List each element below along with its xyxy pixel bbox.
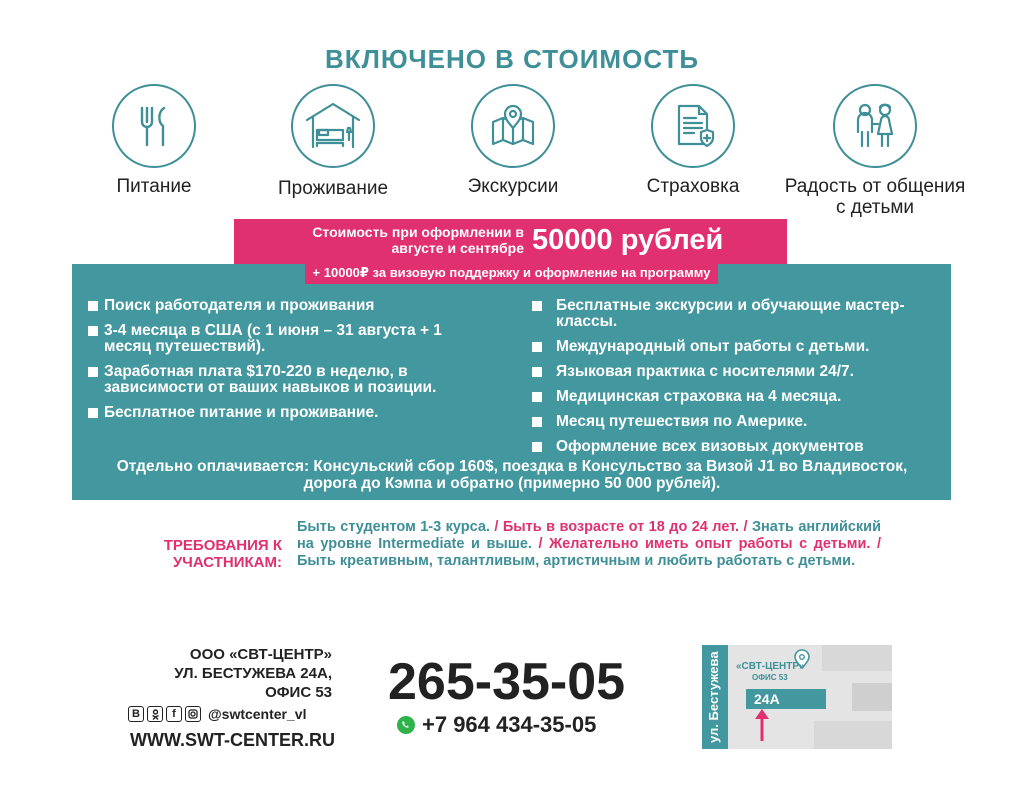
price-text: Стоимость при оформлении в августе и сентябре <box>312 224 524 256</box>
included-label: Питание <box>116 176 192 197</box>
requirements-text: Быть студентом 1-3 курса. / Быть в возрасте от 18 до 24 лет. / Знать английский на уровне Intermediate и выше. / Желательно иметь опыт работы с детьми. / Быть креативным, талантливым, артистичным и любить работать с детьми. <box>297 519 882 569</box>
social-links <box>128 706 306 722</box>
company-office: ОФИС 53 <box>265 684 332 701</box>
list-item: Бесплатные экскурсии и обучающие мастер-классы. <box>532 298 942 330</box>
included-item-excursions <box>428 84 598 197</box>
vk-icon[interactable]: B <box>128 706 144 722</box>
included-item-children <box>780 84 970 218</box>
list-item: Медицинская страховка на 4 месяца. <box>532 389 942 405</box>
location-map <box>702 645 892 749</box>
mobile-number: +7 964 434-35-05 <box>422 712 597 737</box>
included-item-food <box>69 84 239 197</box>
social-handle[interactable]: @swtcenter_vl <box>208 706 307 722</box>
list-item: Оформление всех визовых документов <box>532 439 942 455</box>
company-address <box>120 645 332 702</box>
odnoklassniki-icon[interactable] <box>147 706 163 722</box>
included-item-insurance <box>608 84 778 197</box>
cutlery-icon <box>112 84 196 168</box>
company-name: ООО «СВТ-ЦЕНТР» <box>189 646 332 663</box>
website-link[interactable]: WWW.SWT-CENTER.RU <box>130 730 335 750</box>
price-value: 50000 рублей <box>532 224 724 256</box>
map-street-label: ул. Бестужева <box>706 651 721 743</box>
price-banner <box>234 219 787 264</box>
visa-support-note: + 10000₽ за визовую поддержку и оформление на программу <box>72 264 951 284</box>
whatsapp-icon <box>396 715 416 735</box>
features-panel <box>72 264 951 500</box>
features-list-right <box>532 298 942 464</box>
page-title: ВКЛЮЧЕНО В СТОИМОСТЬ <box>324 44 700 74</box>
paid-separately-note: Отдельно оплачивается: Консульский сбор 160$, поездка в Консульство за Визой J1 во Владивосток, дорога до Кэмпа и обратно (примерно 50 000 рублей). <box>116 458 908 492</box>
included-label: Проживание <box>277 178 389 199</box>
mobile-contact[interactable] <box>396 712 596 738</box>
map-pin-icon <box>471 84 555 168</box>
company-street: УЛ. БЕСТУЖЕВА 24А, <box>174 665 332 682</box>
facebook-icon[interactable]: f <box>166 706 182 722</box>
list-item: 3-4 месяца в США (с 1 июня – 31 августа + 1 месяц путешествий). <box>88 323 488 355</box>
phone-number[interactable]: 265-35-05 <box>388 653 626 711</box>
map-building-label: 24А <box>754 691 780 707</box>
features-list-left <box>88 298 488 430</box>
insurance-document-icon <box>651 84 735 168</box>
list-item: Международный опыт работы с детьми. <box>532 339 942 355</box>
map-office-label: ОФИС 53 <box>752 673 788 682</box>
list-item: Языковая практика с носителями 24/7. <box>532 364 942 380</box>
list-item: Заработная плата $170-220 в неделю, в зависимости от ваших навыков и позиции. <box>88 364 488 396</box>
list-item: Поиск работодателя и проживания <box>88 298 488 314</box>
included-label: Экскурсии <box>467 176 559 197</box>
list-item: Месяц путешествия по Америке. <box>532 414 942 430</box>
included-item-housing <box>248 84 418 199</box>
children-icon <box>833 84 917 168</box>
map-company-label: «СВТ-ЦЕНТР» <box>736 661 805 672</box>
requirements-title: ТРЕБОВАНИЯ К УЧАСТНИКАМ: <box>163 537 282 571</box>
included-label: Страховка <box>646 176 740 197</box>
list-item: Бесплатное питание и проживание. <box>88 405 488 421</box>
included-label: Радость от общения с детьми <box>784 176 966 218</box>
instagram-icon[interactable] <box>185 706 201 722</box>
bed-house-icon <box>291 84 375 168</box>
